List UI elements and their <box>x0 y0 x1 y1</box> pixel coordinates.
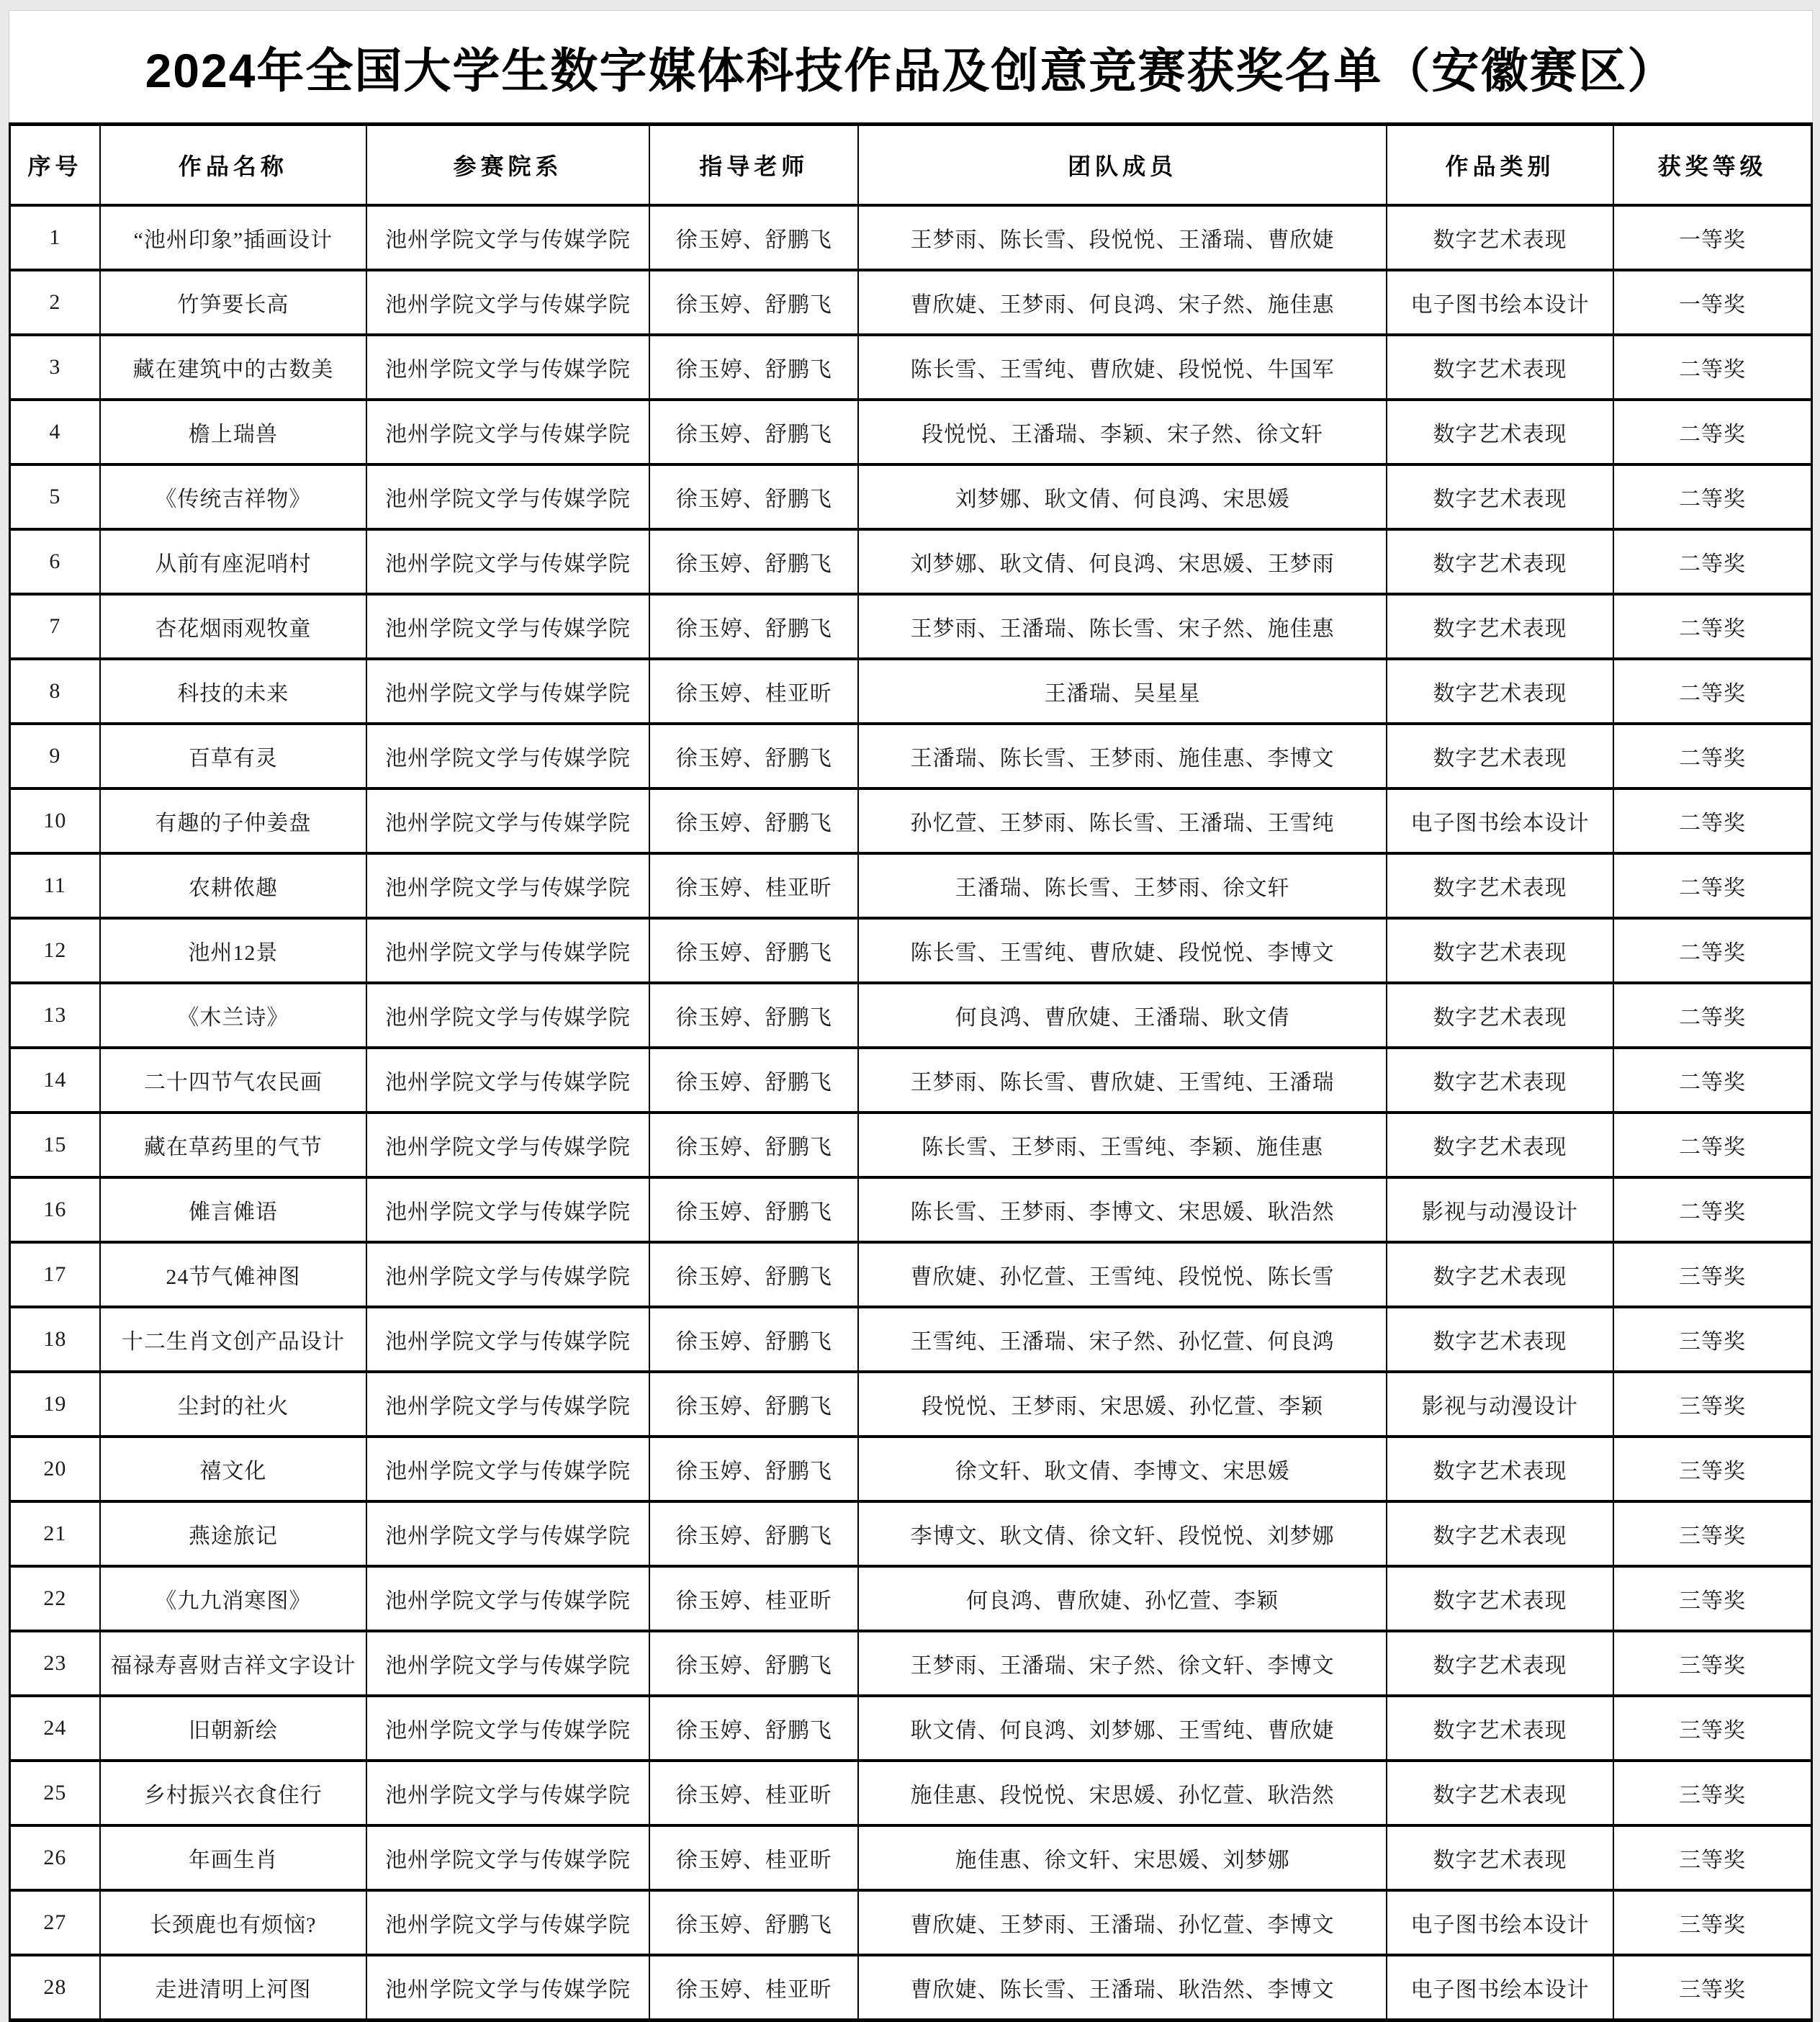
cell-category: 数字艺术表现 <box>1387 853 1613 918</box>
cell-members: 徐文轩、耿文倩、李博文、宋思媛 <box>858 1437 1386 1501</box>
cell-teachers: 徐玉婷、舒鹏飞 <box>649 788 858 853</box>
cell-members: 王梦雨、王潘瑞、陈长雪、宋子然、施佳惠 <box>858 594 1386 659</box>
cell-members: 曹欣婕、孙忆萱、王雪纯、段悦悦、陈长雪 <box>858 1242 1386 1307</box>
cell-award: 二等奖 <box>1613 1113 1811 1177</box>
cell-dept: 池州学院文学与传媒学院 <box>366 788 649 853</box>
cell-category: 数字艺术表现 <box>1387 659 1613 724</box>
cell-dept: 池州学院文学与传媒学院 <box>366 400 649 464</box>
cell-teachers: 徐玉婷、舒鹏飞 <box>649 1631 858 1696</box>
table-row <box>10 1501 1812 1566</box>
cell-no: 19 <box>10 1372 100 1437</box>
awards-table <box>9 122 1813 2022</box>
table-row <box>10 464 1812 529</box>
cell-no: 6 <box>10 529 100 594</box>
cell-members: 王雪纯、王潘瑞、宋子然、孙忆萱、何良鸿 <box>858 1307 1386 1372</box>
cell-dept: 池州学院文学与传媒学院 <box>366 335 649 400</box>
cell-award: 二等奖 <box>1613 1177 1811 1242</box>
cell-members: 何良鸿、曹欣婕、孙忆萱、李颖 <box>858 1566 1386 1631</box>
cell-work: “池州印象”插画设计 <box>100 205 366 270</box>
table-row <box>10 1696 1812 1761</box>
cell-work: 《传统吉祥物》 <box>100 464 366 529</box>
cell-no: 12 <box>10 918 100 983</box>
cell-dept: 池州学院文学与传媒学院 <box>366 918 649 983</box>
cell-teachers: 徐玉婷、舒鹏飞 <box>649 1501 858 1566</box>
cell-category: 数字艺术表现 <box>1387 983 1613 1048</box>
table-row <box>10 1307 1812 1372</box>
cell-no: 17 <box>10 1242 100 1307</box>
cell-award: 二等奖 <box>1613 918 1811 983</box>
column-header: 序号 <box>10 125 100 206</box>
cell-category: 数字艺术表现 <box>1387 1631 1613 1696</box>
cell-award: 三等奖 <box>1613 1242 1811 1307</box>
cell-no: 14 <box>10 1048 100 1113</box>
column-header: 参赛院系 <box>366 125 649 206</box>
cell-members: 王潘瑞、吴星星 <box>858 659 1386 724</box>
cell-members: 王梦雨、陈长雪、曹欣婕、王雪纯、王潘瑞 <box>858 1048 1386 1113</box>
cell-members: 施佳惠、段悦悦、宋思媛、孙忆萱、耿浩然 <box>858 1761 1386 1825</box>
cell-category: 影视与动漫设计 <box>1387 1372 1613 1437</box>
cell-members: 王梦雨、陈长雪、段悦悦、王潘瑞、曹欣婕 <box>858 205 1386 270</box>
cell-award: 三等奖 <box>1613 1631 1811 1696</box>
cell-teachers: 徐玉婷、桂亚昕 <box>649 659 858 724</box>
cell-members: 段悦悦、王梦雨、宋思媛、孙忆萱、李颖 <box>858 1372 1386 1437</box>
cell-category: 数字艺术表现 <box>1387 1437 1613 1501</box>
cell-no: 24 <box>10 1696 100 1761</box>
cell-teachers: 徐玉婷、舒鹏飞 <box>649 1437 858 1501</box>
cell-work: 池州12景 <box>100 918 366 983</box>
cell-no: 27 <box>10 1890 100 1955</box>
cell-teachers: 徐玉婷、舒鹏飞 <box>649 335 858 400</box>
table-row <box>10 1955 1812 2021</box>
cell-category: 数字艺术表现 <box>1387 918 1613 983</box>
cell-no: 22 <box>10 1566 100 1631</box>
table-row <box>10 1825 1812 1890</box>
cell-dept: 池州学院文学与传媒学院 <box>366 853 649 918</box>
cell-work: 农耕侬趣 <box>100 853 366 918</box>
cell-award: 三等奖 <box>1613 1825 1811 1890</box>
cell-work: 十二生肖文创产品设计 <box>100 1307 366 1372</box>
cell-work: 尘封的社火 <box>100 1372 366 1437</box>
cell-no: 18 <box>10 1307 100 1372</box>
cell-dept: 池州学院文学与传媒学院 <box>366 1761 649 1825</box>
cell-dept: 池州学院文学与传媒学院 <box>366 1437 649 1501</box>
cell-members: 王潘瑞、陈长雪、王梦雨、施佳惠、李博文 <box>858 724 1386 788</box>
cell-work: 杏花烟雨观牧童 <box>100 594 366 659</box>
table-row <box>10 1048 1812 1113</box>
cell-no: 13 <box>10 983 100 1048</box>
cell-dept: 池州学院文学与传媒学院 <box>366 724 649 788</box>
cell-work: 长颈鹿也有烦恼? <box>100 1890 366 1955</box>
cell-members: 施佳惠、徐文轩、宋思媛、刘梦娜 <box>858 1825 1386 1890</box>
cell-dept: 池州学院文学与传媒学院 <box>366 1566 649 1631</box>
cell-category: 数字艺术表现 <box>1387 1696 1613 1761</box>
cell-teachers: 徐玉婷、舒鹏飞 <box>649 983 858 1048</box>
cell-teachers: 徐玉婷、舒鹏飞 <box>649 594 858 659</box>
table-row <box>10 594 1812 659</box>
cell-dept: 池州学院文学与传媒学院 <box>366 1825 649 1890</box>
cell-category: 电子图书绘本设计 <box>1387 1955 1613 2021</box>
cell-members: 王梦雨、王潘瑞、宋子然、徐文轩、李博文 <box>858 1631 1386 1696</box>
cell-members: 曹欣婕、王梦雨、何良鸿、宋子然、施佳惠 <box>858 270 1386 335</box>
cell-award: 三等奖 <box>1613 1566 1811 1631</box>
cell-dept: 池州学院文学与传媒学院 <box>366 1307 649 1372</box>
cell-award: 一等奖 <box>1613 205 1811 270</box>
column-header: 作品类别 <box>1387 125 1613 206</box>
cell-teachers: 徐玉婷、舒鹏飞 <box>649 400 858 464</box>
cell-no: 8 <box>10 659 100 724</box>
cell-work: 二十四节气农民画 <box>100 1048 366 1113</box>
cell-no: 21 <box>10 1501 100 1566</box>
cell-award: 二等奖 <box>1613 1048 1811 1113</box>
cell-category: 数字艺术表现 <box>1387 529 1613 594</box>
cell-no: 7 <box>10 594 100 659</box>
table-row <box>10 1761 1812 1825</box>
cell-work: 藏在建筑中的古数美 <box>100 335 366 400</box>
cell-work: 科技的未来 <box>100 659 366 724</box>
cell-dept: 池州学院文学与传媒学院 <box>366 1242 649 1307</box>
cell-dept: 池州学院文学与传媒学院 <box>366 1048 649 1113</box>
cell-work: 藏在草药里的气节 <box>100 1113 366 1177</box>
cell-teachers: 徐玉婷、舒鹏飞 <box>649 1177 858 1242</box>
cell-teachers: 徐玉婷、舒鹏飞 <box>649 464 858 529</box>
cell-no: 20 <box>10 1437 100 1501</box>
table-row <box>10 1177 1812 1242</box>
cell-dept: 池州学院文学与传媒学院 <box>366 464 649 529</box>
cell-category: 数字艺术表现 <box>1387 1825 1613 1890</box>
table-row <box>10 853 1812 918</box>
cell-work: 竹笋要长高 <box>100 270 366 335</box>
table-row <box>10 1242 1812 1307</box>
cell-teachers: 徐玉婷、桂亚昕 <box>649 1955 858 2021</box>
cell-dept: 池州学院文学与传媒学院 <box>366 205 649 270</box>
table-row <box>10 529 1812 594</box>
table-row <box>10 1372 1812 1437</box>
table-row <box>10 400 1812 464</box>
cell-teachers: 徐玉婷、桂亚昕 <box>649 1761 858 1825</box>
cell-no: 9 <box>10 724 100 788</box>
cell-teachers: 徐玉婷、舒鹏飞 <box>649 918 858 983</box>
cell-award: 三等奖 <box>1613 1372 1811 1437</box>
cell-award: 三等奖 <box>1613 1501 1811 1566</box>
cell-no: 28 <box>10 1955 100 2021</box>
cell-work: 百草有灵 <box>100 724 366 788</box>
cell-award: 二等奖 <box>1613 659 1811 724</box>
column-header: 指导老师 <box>649 125 858 206</box>
cell-teachers: 徐玉婷、舒鹏飞 <box>649 270 858 335</box>
cell-teachers: 徐玉婷、舒鹏飞 <box>649 1113 858 1177</box>
cell-category: 数字艺术表现 <box>1387 724 1613 788</box>
cell-award: 二等奖 <box>1613 724 1811 788</box>
cell-award: 一等奖 <box>1613 270 1811 335</box>
cell-teachers: 徐玉婷、舒鹏飞 <box>649 1242 858 1307</box>
cell-category: 数字艺术表现 <box>1387 1048 1613 1113</box>
cell-no: 2 <box>10 270 100 335</box>
cell-work: 檐上瑞兽 <box>100 400 366 464</box>
cell-work: 禧文化 <box>100 1437 366 1501</box>
cell-category: 数字艺术表现 <box>1387 400 1613 464</box>
table-row <box>10 983 1812 1048</box>
award-list-sheet <box>9 10 1813 2002</box>
cell-teachers: 徐玉婷、桂亚昕 <box>649 1566 858 1631</box>
cell-work: 《木兰诗》 <box>100 983 366 1048</box>
table-row <box>10 1113 1812 1177</box>
cell-category: 数字艺术表现 <box>1387 1761 1613 1825</box>
cell-work: 福禄寿喜财吉祥文字设计 <box>100 1631 366 1696</box>
cell-work: 燕途旅记 <box>100 1501 366 1566</box>
cell-award: 二等奖 <box>1613 335 1811 400</box>
cell-dept: 池州学院文学与传媒学院 <box>366 1890 649 1955</box>
cell-no: 11 <box>10 853 100 918</box>
cell-work: 年画生肖 <box>100 1825 366 1890</box>
table-row <box>10 788 1812 853</box>
cell-category: 数字艺术表现 <box>1387 1242 1613 1307</box>
cell-work: 有趣的子仲姜盘 <box>100 788 366 853</box>
cell-members: 刘梦娜、耿文倩、何良鸿、宋思媛 <box>858 464 1386 529</box>
cell-dept: 池州学院文学与传媒学院 <box>366 529 649 594</box>
table-row <box>10 1631 1812 1696</box>
cell-teachers: 徐玉婷、桂亚昕 <box>649 853 858 918</box>
table-row <box>10 724 1812 788</box>
cell-award: 二等奖 <box>1613 594 1811 659</box>
cell-teachers: 徐玉婷、舒鹏飞 <box>649 529 858 594</box>
table-row <box>10 1566 1812 1631</box>
cell-members: 王潘瑞、陈长雪、王梦雨、徐文轩 <box>858 853 1386 918</box>
cell-teachers: 徐玉婷、舒鹏飞 <box>649 1696 858 1761</box>
cell-no: 25 <box>10 1761 100 1825</box>
table-row <box>10 659 1812 724</box>
cell-members: 曹欣婕、陈长雪、王潘瑞、耿浩然、李博文 <box>858 1955 1386 2021</box>
cell-category: 数字艺术表现 <box>1387 1501 1613 1566</box>
cell-no: 5 <box>10 464 100 529</box>
cell-teachers: 徐玉婷、桂亚昕 <box>649 1825 858 1890</box>
cell-work: 走进清明上河图 <box>100 1955 366 2021</box>
cell-award: 三等奖 <box>1613 1437 1811 1501</box>
cell-members: 陈长雪、王雪纯、曹欣婕、段悦悦、李博文 <box>858 918 1386 983</box>
cell-no: 15 <box>10 1113 100 1177</box>
table-header-row <box>10 125 1812 206</box>
cell-work: 《九九消寒图》 <box>100 1566 366 1631</box>
column-header: 获奖等级 <box>1613 125 1811 206</box>
cell-teachers: 徐玉婷、舒鹏飞 <box>649 205 858 270</box>
title-band <box>9 10 1813 122</box>
page-title: 2024年全国大学生数字媒体科技作品及创意竞赛获奖名单（安徽赛区） <box>145 44 1677 97</box>
cell-teachers: 徐玉婷、舒鹏飞 <box>649 1307 858 1372</box>
cell-members: 段悦悦、王潘瑞、李颖、宋子然、徐文轩 <box>858 400 1386 464</box>
cell-no: 1 <box>10 205 100 270</box>
cell-award: 三等奖 <box>1613 1307 1811 1372</box>
cell-category: 数字艺术表现 <box>1387 464 1613 529</box>
cell-members: 何良鸿、曹欣婕、王潘瑞、耿文倩 <box>858 983 1386 1048</box>
cell-dept: 池州学院文学与传媒学院 <box>366 1955 649 2021</box>
cell-category: 数字艺术表现 <box>1387 205 1613 270</box>
cell-members: 耿文倩、何良鸿、刘梦娜、王雪纯、曹欣婕 <box>858 1696 1386 1761</box>
cell-work: 乡村振兴衣食住行 <box>100 1761 366 1825</box>
cell-dept: 池州学院文学与传媒学院 <box>366 1177 649 1242</box>
cell-award: 二等奖 <box>1613 400 1811 464</box>
table-row <box>10 335 1812 400</box>
cell-work: 傩言傩语 <box>100 1177 366 1242</box>
cell-award: 二等奖 <box>1613 788 1811 853</box>
table-row <box>10 918 1812 983</box>
cell-award: 三等奖 <box>1613 1890 1811 1955</box>
cell-no: 4 <box>10 400 100 464</box>
cell-dept: 池州学院文学与传媒学院 <box>366 594 649 659</box>
cell-dept: 池州学院文学与传媒学院 <box>366 1631 649 1696</box>
table-row <box>10 1437 1812 1501</box>
cell-no: 23 <box>10 1631 100 1696</box>
cell-work: 旧朝新绘 <box>100 1696 366 1761</box>
cell-award: 二等奖 <box>1613 464 1811 529</box>
cell-dept: 池州学院文学与传媒学院 <box>366 659 649 724</box>
cell-members: 陈长雪、王雪纯、曹欣婕、段悦悦、牛国军 <box>858 335 1386 400</box>
cell-work: 从前有座泥哨村 <box>100 529 366 594</box>
cell-category: 数字艺术表现 <box>1387 594 1613 659</box>
cell-category: 电子图书绘本设计 <box>1387 270 1613 335</box>
cell-no: 16 <box>10 1177 100 1242</box>
cell-category: 数字艺术表现 <box>1387 1113 1613 1177</box>
cell-award: 二等奖 <box>1613 983 1811 1048</box>
cell-dept: 池州学院文学与传媒学院 <box>366 270 649 335</box>
cell-members: 李博文、耿文倩、徐文轩、段悦悦、刘梦娜 <box>858 1501 1386 1566</box>
cell-no: 10 <box>10 788 100 853</box>
column-header: 作品名称 <box>100 125 366 206</box>
cell-dept: 池州学院文学与传媒学院 <box>366 1696 649 1761</box>
cell-dept: 池州学院文学与传媒学院 <box>366 1372 649 1437</box>
cell-no: 26 <box>10 1825 100 1890</box>
cell-dept: 池州学院文学与传媒学院 <box>366 1113 649 1177</box>
cell-work: 24节气傩神图 <box>100 1242 366 1307</box>
table-row <box>10 270 1812 335</box>
table-row <box>10 205 1812 270</box>
cell-members: 陈长雪、王梦雨、李博文、宋思媛、耿浩然 <box>858 1177 1386 1242</box>
cell-teachers: 徐玉婷、舒鹏飞 <box>649 1372 858 1437</box>
table-row <box>10 1890 1812 1955</box>
cell-category: 影视与动漫设计 <box>1387 1177 1613 1242</box>
cell-teachers: 徐玉婷、舒鹏飞 <box>649 1048 858 1113</box>
cell-category: 数字艺术表现 <box>1387 335 1613 400</box>
cell-members: 刘梦娜、耿文倩、何良鸿、宋思媛、王梦雨 <box>858 529 1386 594</box>
cell-members: 孙忆萱、王梦雨、陈长雪、王潘瑞、王雪纯 <box>858 788 1386 853</box>
cell-no: 3 <box>10 335 100 400</box>
cell-dept: 池州学院文学与传媒学院 <box>366 983 649 1048</box>
cell-dept: 池州学院文学与传媒学院 <box>366 1501 649 1566</box>
cell-teachers: 徐玉婷、舒鹏飞 <box>649 724 858 788</box>
cell-teachers: 徐玉婷、舒鹏飞 <box>649 1890 858 1955</box>
cell-award: 二等奖 <box>1613 853 1811 918</box>
cell-category: 数字艺术表现 <box>1387 1566 1613 1631</box>
cell-award: 三等奖 <box>1613 1955 1811 2021</box>
cell-award: 三等奖 <box>1613 1696 1811 1761</box>
cell-members: 陈长雪、王梦雨、王雪纯、李颖、施佳惠 <box>858 1113 1386 1177</box>
cell-award: 二等奖 <box>1613 529 1811 594</box>
cell-category: 电子图书绘本设计 <box>1387 788 1613 853</box>
cell-category: 数字艺术表现 <box>1387 1307 1613 1372</box>
cell-members: 曹欣婕、王梦雨、王潘瑞、孙忆萱、李博文 <box>858 1890 1386 1955</box>
column-header: 团队成员 <box>858 125 1386 206</box>
cell-award: 三等奖 <box>1613 1761 1811 1825</box>
cell-category: 电子图书绘本设计 <box>1387 1890 1613 1955</box>
